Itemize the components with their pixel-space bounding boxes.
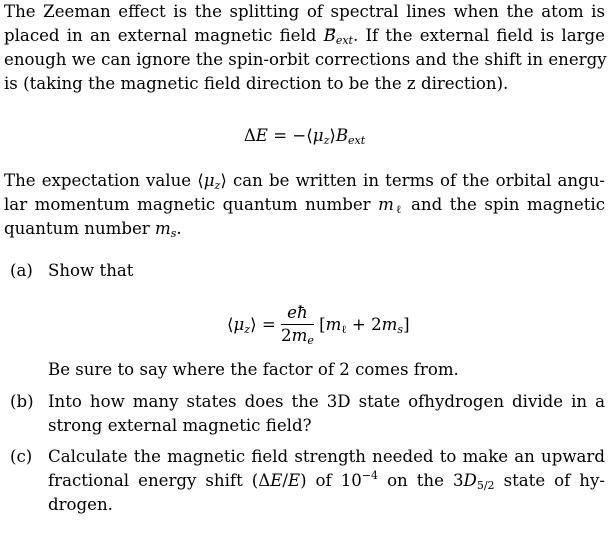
magnetic-moment-equation: $⟨\mu_z⟩$ = $\frac{eħ}{2m_e}$ $[m_\ell + 2m_s]$ xyxy=(227,303,410,347)
part-a-label: (a) xyxy=(10,261,33,280)
intro-line-4: is (taking the magnetic field direction to be the z direction). xyxy=(4,74,509,93)
part-a-text: Show that xyxy=(48,261,134,280)
expectation-paragraph xyxy=(4,169,605,241)
part-c-line-2: fractional energy shift (ΔE/E) of $10^{-4}$ on the $3D_{5/2}$ state of hy- xyxy=(48,469,605,492)
part-c-line-1: Calculate the magnetic field strength needed to make an upward xyxy=(48,447,605,466)
intro-line-1: The Zeeman effect is the splitting of spectral lines when the atom is xyxy=(4,2,605,21)
part-b-line-2: strong external magnetic field? xyxy=(48,416,312,435)
expectation-line-3: quantum number $m_s$. xyxy=(4,219,182,240)
intro-paragraph xyxy=(4,0,605,96)
expectation-line-2: lar momentum magnetic quantum number $m_\ell$ and the spin magnetic xyxy=(4,195,605,216)
part-b-line-1: Into how many states does the 3D state ofhydrogen divide in a xyxy=(48,392,605,411)
fraction: $\frac{eħ}{2m_e}$ xyxy=(281,303,314,347)
expectation-line-1: The expectation value $⟨\mu_z⟩$ can be written in terms of the orbital angu- xyxy=(4,171,605,192)
intro-line-2: placed in an external magnetic field $B_{ext}$. If the external field is large xyxy=(4,26,605,47)
part-b-label: (b) xyxy=(10,392,34,411)
energy-shift-equation: $\Delta E = -⟨\mu_z⟩B_{ext}$ xyxy=(243,126,366,147)
part-a-note-text: Be sure to say where the factor of 2 comes from. xyxy=(48,360,459,379)
part-c-line-3: drogen. xyxy=(48,495,113,514)
part-c-label: (c) xyxy=(10,447,33,466)
intro-line-3: enough we can ignore the spin-orbit corrections and the shift in energy xyxy=(4,50,607,69)
